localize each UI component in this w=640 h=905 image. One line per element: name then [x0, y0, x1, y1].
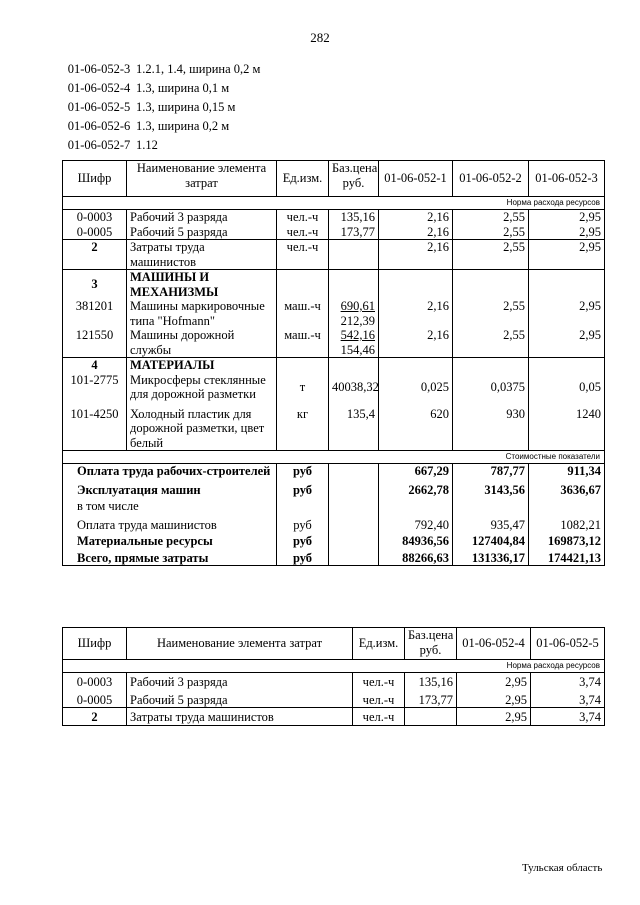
cell-value: 0,0375 — [453, 373, 529, 402]
cell-value: 2,95 — [529, 225, 605, 240]
code-desc: 1.3, ширина 0,15 м — [136, 100, 236, 114]
cost-row — [63, 497, 605, 514]
resource-table-1 — [62, 160, 605, 566]
cost-value: 3143,56 — [453, 479, 529, 498]
cost-value: 911,34 — [529, 464, 605, 479]
cell-value: 2,95 — [529, 240, 605, 270]
cell-name: Затраты труда машинистов — [127, 240, 277, 270]
price-machine: 690,61 — [340, 299, 375, 313]
cost-name: в том числе — [63, 497, 277, 514]
norm-label: Норма расхода ресурсов — [63, 197, 605, 210]
cell-code: 101-4250 — [63, 402, 127, 451]
cell-value: 2,55 — [453, 210, 529, 225]
cell-value: 2,16 — [379, 210, 453, 225]
cell-value: 3,74 — [531, 673, 605, 690]
footer-region: Тульская область — [522, 862, 603, 874]
cell-name: Машины маркировочные типа "Hofmann" — [127, 299, 277, 328]
cost-value: 792,40 — [379, 514, 453, 533]
cell-price: 135,16 — [405, 673, 457, 690]
cell-price: 135,4 — [329, 402, 379, 451]
cell-code: 3 — [63, 270, 127, 300]
table-header-row — [63, 161, 605, 197]
cost-value: 131336,17 — [453, 549, 529, 566]
cell-price — [329, 240, 379, 270]
cell-value: 3,74 — [531, 690, 605, 708]
header-col-3: 01-06-052-3 — [529, 161, 605, 197]
cost-value: 84936,56 — [379, 532, 453, 549]
code: 01-06-052-3 — [67, 62, 131, 76]
cost-row — [63, 532, 605, 549]
cost-label-row — [63, 451, 605, 464]
header-name: Наименование элемента затрат — [127, 628, 353, 660]
cost-name: Материальные ресурсы — [63, 532, 277, 549]
cell-unit: маш.-ч — [277, 328, 329, 358]
header-col-2: 01-06-052-2 — [453, 161, 529, 197]
cell-value: 2,55 — [453, 328, 529, 358]
cell-price — [405, 708, 457, 726]
cell-value: 2,95 — [529, 299, 605, 328]
cell-code: 2 — [63, 708, 127, 726]
cell-value: 0,05 — [529, 373, 605, 402]
price-operator: 154,46 — [340, 342, 375, 357]
cell-value: 620 — [379, 402, 453, 451]
cost-row — [63, 514, 605, 533]
header-code: Шифр — [63, 161, 127, 197]
cost-value: 174421,13 — [529, 549, 605, 566]
cell-code: 101-2775 — [63, 373, 127, 402]
header-col-4: 01-06-052-4 — [457, 628, 531, 660]
table-row — [63, 690, 605, 708]
cell-unit: чел.-ч — [277, 240, 329, 270]
table-row — [63, 210, 605, 225]
table-row — [63, 373, 605, 402]
header-price: Баз.цена руб. — [405, 628, 457, 660]
cell-unit: чел.-ч — [277, 225, 329, 240]
cost-value: 935,47 — [453, 514, 529, 533]
table-row — [63, 240, 605, 270]
cell-name: Затраты труда машинистов — [127, 708, 353, 726]
cell-value: 2,95 — [529, 210, 605, 225]
cell-code: 0-0005 — [63, 690, 127, 708]
cell-price: 135,16 — [329, 210, 379, 225]
price-machine: 542,16 — [340, 328, 375, 342]
table-row — [63, 299, 605, 328]
header-name: Наименование элемента затрат — [127, 161, 277, 197]
cell-price — [329, 328, 379, 358]
code-list — [62, 60, 260, 155]
cell-value: 2,16 — [379, 225, 453, 240]
cost-value: 787,77 — [453, 464, 529, 479]
section-title: МАШИНЫ И МЕХАНИЗМЫ — [127, 270, 277, 300]
section-title: МАТЕРИАЛЫ — [127, 358, 277, 373]
cell-value: 1240 — [529, 402, 605, 451]
code-list-item — [62, 79, 260, 98]
section-row — [63, 270, 605, 300]
code-list-item — [62, 136, 260, 155]
table-row — [63, 402, 605, 451]
cell-price: 173,77 — [405, 690, 457, 708]
cell-name: Машины дорожной службы — [127, 328, 277, 358]
header-price: Баз.цена руб. — [329, 161, 379, 197]
table-row — [63, 225, 605, 240]
cell-code: 121550 — [63, 328, 127, 358]
cell-name: Рабочий 3 разряда — [127, 673, 353, 690]
cost-unit: руб — [277, 479, 329, 498]
code-desc: 1.3, ширина 0,2 м — [136, 119, 230, 133]
cell-name: Микросферы стеклянные для дорожной разметки — [127, 373, 277, 402]
cost-value: 169873,12 — [529, 532, 605, 549]
code-list-item — [62, 60, 260, 79]
cell-value: 2,95 — [457, 673, 531, 690]
cell-code: 4 — [63, 358, 127, 373]
cost-row — [63, 479, 605, 498]
cell-value: 2,55 — [453, 299, 529, 328]
cell-code: 381201 — [63, 299, 127, 328]
cell-value: 2,95 — [529, 328, 605, 358]
cell-unit: чел.-ч — [353, 708, 405, 726]
cell-price: 173,77 — [329, 225, 379, 240]
cell-value: 2,95 — [457, 708, 531, 726]
cell-unit: чел.-ч — [353, 673, 405, 690]
cell-name: Рабочий 3 разряда — [127, 210, 277, 225]
norm-label: Норма расхода ресурсов — [63, 660, 605, 673]
code-list-item — [62, 98, 260, 117]
code-desc: 1.12 — [136, 138, 158, 152]
cost-name: Оплата труда машинистов — [63, 514, 277, 533]
cell-price: 40038,32 — [329, 373, 379, 402]
cost-name: Всего, прямые затраты — [63, 549, 277, 566]
price-operator: 212,39 — [340, 313, 375, 328]
code: 01-06-052-4 — [67, 81, 131, 95]
cell-value: 2,16 — [379, 299, 453, 328]
page-number: 282 — [310, 30, 330, 45]
cost-value: 3636,67 — [529, 479, 605, 498]
cost-unit: руб — [277, 514, 329, 533]
cell-code: 0-0003 — [63, 673, 127, 690]
header-col-5: 01-06-052-5 — [531, 628, 605, 660]
norm-label-row — [63, 197, 605, 210]
cell-unit: т — [277, 373, 329, 402]
cell-value: 3,74 — [531, 708, 605, 726]
header-unit: Ед.изм. — [277, 161, 329, 197]
cell-unit: чел.-ч — [277, 210, 329, 225]
header-code: Шифр — [63, 628, 127, 660]
cost-unit: руб — [277, 549, 329, 566]
code-desc: 1.3, ширина 0,1 м — [136, 81, 230, 95]
table-row — [63, 328, 605, 358]
cost-unit: руб — [277, 464, 329, 479]
cell-name: Холодный пластик для дорожной разметки, цвет белый — [127, 402, 277, 451]
cost-value: 127404,84 — [453, 532, 529, 549]
norm-label-row — [63, 660, 605, 673]
cell-unit: маш.-ч — [277, 299, 329, 328]
cell-value: 2,16 — [379, 328, 453, 358]
code-desc: 1.2.1, 1.4, ширина 0,2 м — [136, 62, 261, 76]
cell-value: 2,55 — [453, 225, 529, 240]
cell-value: 2,16 — [379, 240, 453, 270]
resource-table-2 — [62, 627, 605, 726]
cell-value: 2,55 — [453, 240, 529, 270]
cell-price — [329, 299, 379, 328]
table-row — [63, 708, 605, 726]
cost-value: 1082,21 — [529, 514, 605, 533]
cost-value: 2662,78 — [379, 479, 453, 498]
cost-name: Эксплуатация машин — [63, 479, 277, 498]
header-col-1: 01-06-052-1 — [379, 161, 453, 197]
cost-value: 88266,63 — [379, 549, 453, 566]
code: 01-06-052-7 — [67, 138, 131, 152]
table-row — [63, 673, 605, 690]
cell-unit: чел.-ч — [353, 690, 405, 708]
cell-value: 2,95 — [457, 690, 531, 708]
code: 01-06-052-5 — [67, 100, 131, 114]
code: 01-06-052-6 — [67, 119, 131, 133]
code-list-item — [62, 117, 260, 136]
header-unit: Ед.изм. — [353, 628, 405, 660]
cost-value: 667,29 — [379, 464, 453, 479]
cell-name: Рабочий 5 разряда — [127, 690, 353, 708]
cost-name: Оплата труда рабочих-строителей — [63, 464, 277, 479]
cell-value: 0,025 — [379, 373, 453, 402]
cell-unit: кг — [277, 402, 329, 451]
cell-name: Рабочий 5 разряда — [127, 225, 277, 240]
cell-value: 930 — [453, 402, 529, 451]
table-header-row — [63, 628, 605, 660]
cost-row — [63, 464, 605, 479]
cell-code: 0-0003 — [63, 210, 127, 225]
cell-code: 0-0005 — [63, 225, 127, 240]
cell-code: 2 — [63, 240, 127, 270]
cost-unit: руб — [277, 532, 329, 549]
cost-row — [63, 549, 605, 566]
section-row — [63, 358, 605, 373]
cost-label: Стоимостные показатели — [63, 451, 605, 464]
